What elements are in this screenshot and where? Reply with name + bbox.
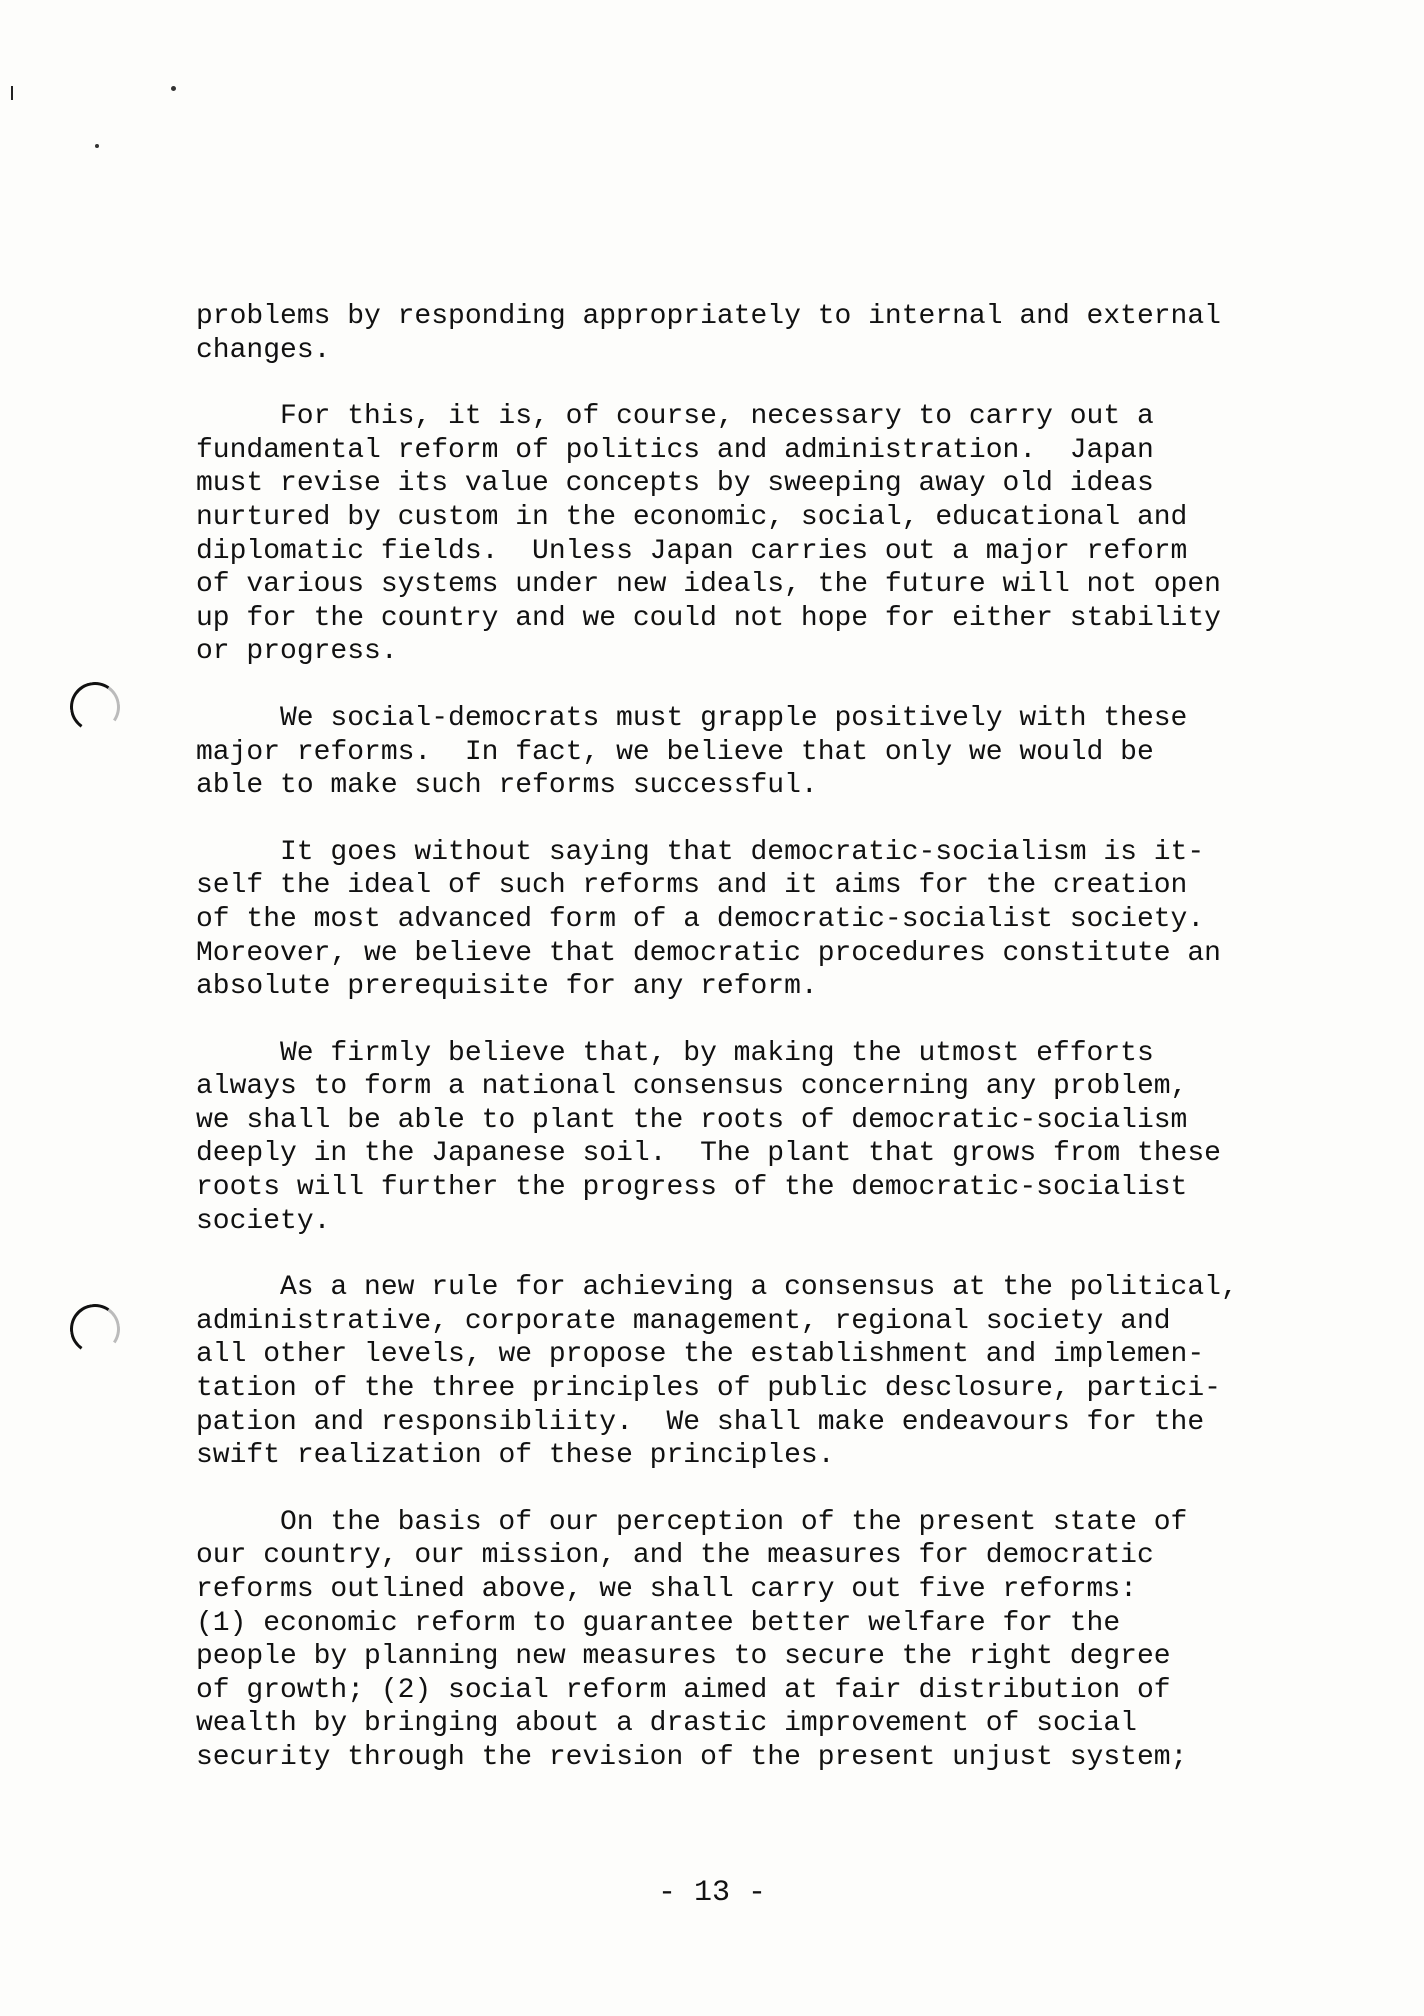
text-line: major reforms. In fact, we believe that only we would be <box>196 736 1154 768</box>
text-line: security through the revision of the present unjust system; <box>196 1741 1188 1773</box>
text-line: absolute prerequisite for any reform. <box>196 971 818 1003</box>
text-line: On the basis of our perception of the present state of <box>280 1506 1188 1538</box>
text-line: wealth by bringing about a drastic improvement of social <box>196 1708 1137 1740</box>
text-line: fundamental reform of politics and administration. Japan <box>196 434 1154 466</box>
text-line: reforms outlined above, we shall carry out five reforms: <box>196 1574 1137 1605</box>
text-line: For this, it is, of course, necessary to carry out a <box>280 401 1154 433</box>
text-line: of various systems under new ideals, the future will not open <box>196 569 1221 601</box>
text-line: all other levels, we propose the establishment and implemen- <box>196 1339 1205 1371</box>
paragraph <box>196 300 1276 367</box>
page-number: - 13 - <box>657 1876 767 1910</box>
paragraph <box>196 702 1276 803</box>
text-line: our country, our mission, and the measures for democratic <box>196 1540 1154 1572</box>
text-line: able to make such reforms successful. <box>196 770 818 802</box>
margin-dot <box>171 86 176 91</box>
text-line: self the ideal of such reforms and it aims for the creation <box>196 870 1188 902</box>
text-line: roots will further the progress of the democratic-socialist <box>196 1172 1188 1204</box>
text-line: Moreover, we believe that democratic procedures constitute an <box>196 937 1221 969</box>
text-line: pation and responsibliity. We shall make endeavours for the <box>196 1406 1205 1438</box>
text-line: As a new rule for achieving a consensus at the political, <box>280 1272 1238 1304</box>
text-line: changes. <box>196 334 331 366</box>
text-line: diplomatic fields. Unless Japan carries out a major reform <box>196 535 1188 567</box>
text-line: society. <box>196 1205 331 1237</box>
body-text <box>196 300 1276 1808</box>
text-line: people by planning new measures to secure the right degree <box>196 1641 1171 1673</box>
paragraph <box>196 1037 1276 1239</box>
margin-dot <box>95 144 99 148</box>
text-line: deeply in the Japanese soil. The plant that grows from these <box>196 1138 1221 1170</box>
text-line: problems by responding appropriately to internal and external <box>196 301 1221 332</box>
text-line: up for the country and we could not hope for either stability <box>196 602 1221 634</box>
text-line: swift realization of these principles. <box>196 1440 835 1472</box>
text-line: We firmly believe that, by making the utmost efforts <box>280 1037 1154 1069</box>
punch-hole-mark <box>66 678 124 736</box>
text-line: (1) economic reform to guarantee better welfare for the <box>196 1607 1121 1639</box>
text-line: of the most advanced form of a democratic-socialist society. <box>196 903 1205 935</box>
text-line: We social-democrats must grapple positively with these <box>280 702 1188 734</box>
text-line: or progress. <box>196 636 398 668</box>
text-line: administrative, corporate management, regional society and <box>196 1305 1171 1337</box>
paragraph <box>196 836 1276 1004</box>
text-line: It goes without saying that democratic-socialism is it- <box>280 836 1205 868</box>
paragraph <box>196 1506 1276 1775</box>
text-line: of growth; (2) social reform aimed at fair distribution of <box>196 1674 1171 1706</box>
paragraph <box>196 1271 1276 1473</box>
text-line: nurtured by custom in the economic, social, educational and <box>196 501 1188 533</box>
punch-hole-mark <box>66 1300 124 1358</box>
text-line: always to form a national consensus concerning any problem, <box>196 1071 1188 1103</box>
margin-tick-mark <box>11 86 13 100</box>
text-line: we shall be able to plant the roots of democratic-socialism <box>196 1104 1188 1136</box>
paragraph <box>196 400 1276 669</box>
text-line: must revise its value concepts by sweeping away old ideas <box>196 468 1154 500</box>
text-line: tation of the three principles of public desclosure, partici- <box>196 1373 1221 1405</box>
